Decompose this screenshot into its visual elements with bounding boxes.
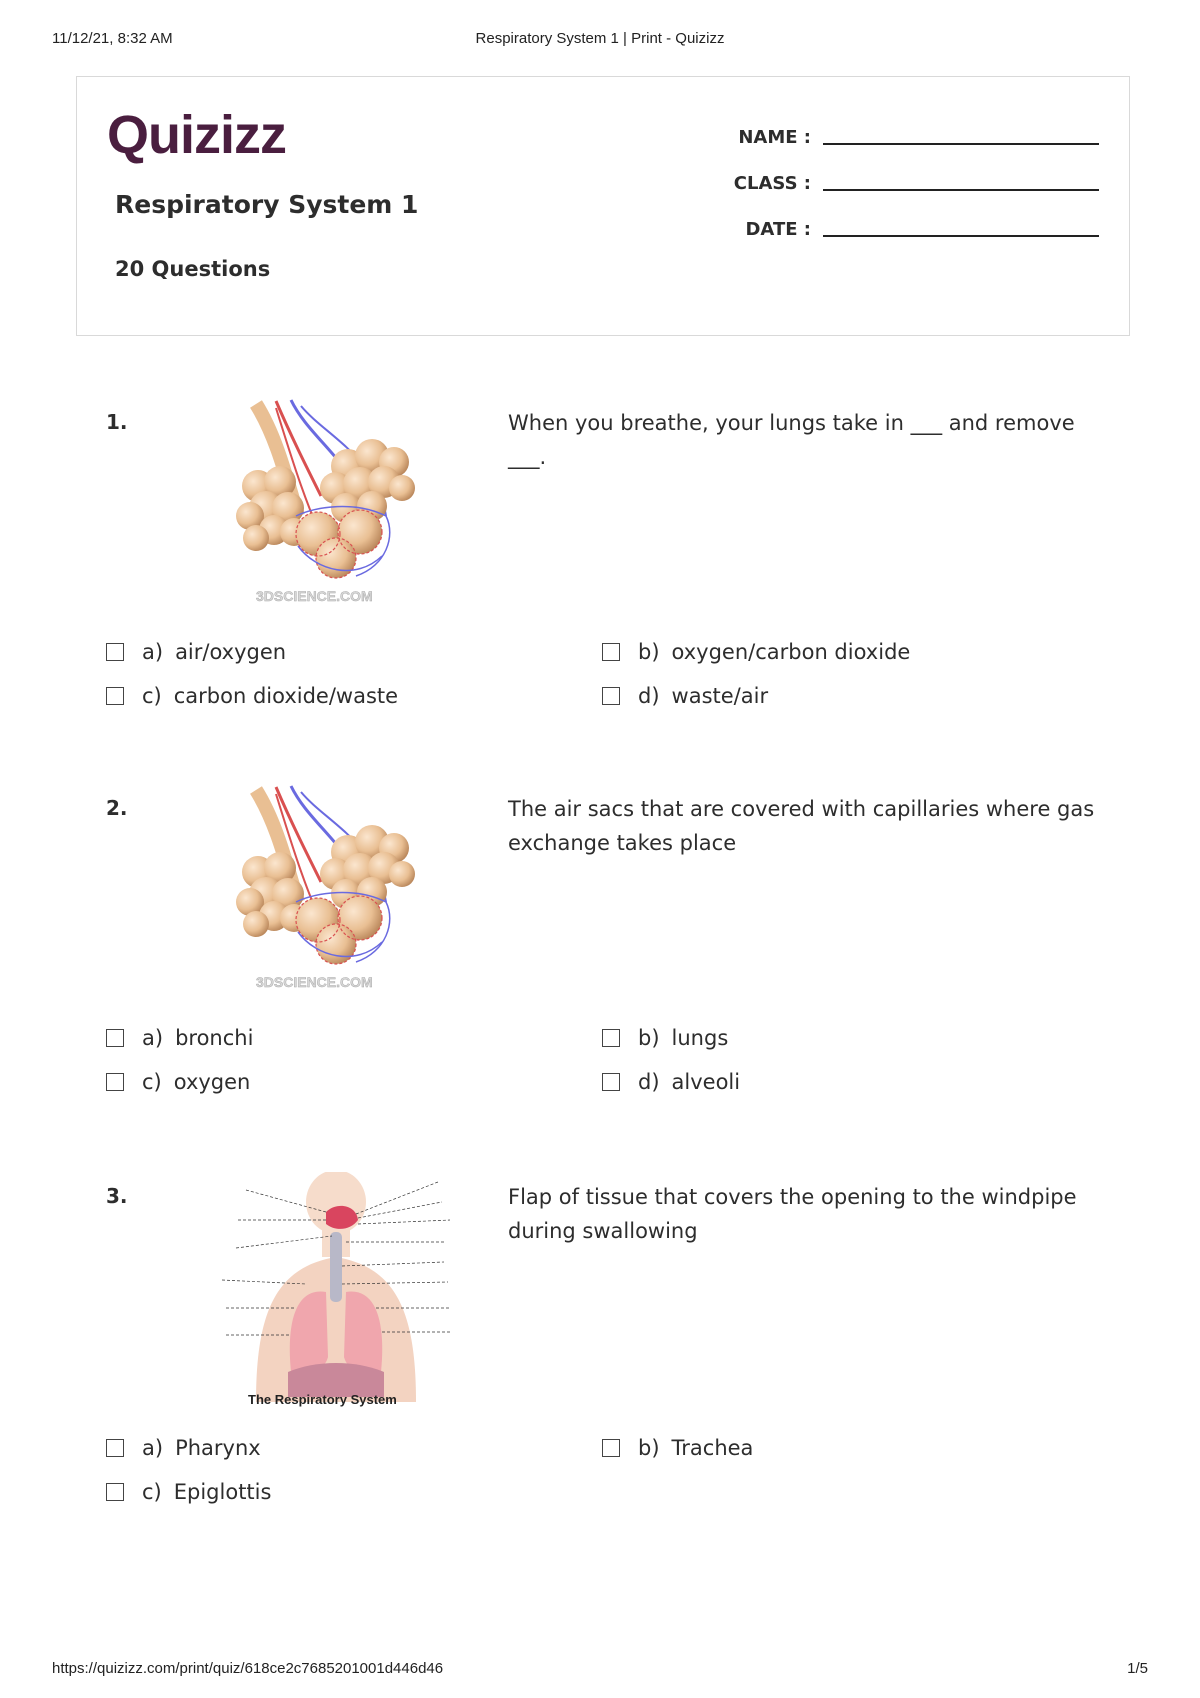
respiratory-system-diagram (186, 1172, 486, 1426)
svg-text:Quizizz: Quizizz (107, 105, 286, 165)
class-line[interactable] (823, 189, 1099, 191)
alveoli-image (236, 782, 416, 996)
option-text: lungs (671, 1026, 729, 1050)
option-a[interactable] (106, 1436, 261, 1460)
option-letter: a) (142, 1436, 164, 1460)
quiz-header-card (76, 76, 1130, 336)
option-c[interactable] (106, 1070, 250, 1094)
quizizz-logo (107, 105, 322, 169)
option-text: oxygen/carbon dioxide (671, 640, 911, 664)
date-line[interactable] (823, 235, 1099, 237)
class-label: CLASS : (733, 173, 811, 194)
option-text: Epiglottis (173, 1480, 272, 1504)
checkbox[interactable] (106, 1483, 124, 1501)
print-datetime: 11/12/21, 8:32 AM (52, 30, 173, 47)
question-number: 2. (106, 796, 128, 820)
option-text: alveoli (671, 1070, 741, 1094)
option-letter: d) (638, 684, 660, 708)
question-number: 3. (106, 1184, 128, 1208)
option-letter: b) (638, 640, 660, 664)
option-c[interactable] (106, 684, 398, 708)
class-field[interactable] (691, 173, 1099, 194)
question-1 (106, 410, 1106, 710)
option-letter: c) (142, 1070, 162, 1094)
checkbox[interactable] (602, 1439, 620, 1457)
option-b[interactable] (602, 1026, 728, 1050)
option-d[interactable] (602, 684, 768, 708)
question-text: Flap of tissue that covers the opening to the windpipe during swallowing (508, 1185, 1077, 1243)
option-d[interactable] (602, 1070, 740, 1094)
checkbox[interactable] (106, 1073, 124, 1091)
question-number: 1. (106, 410, 128, 434)
quiz-title: Respiratory System 1 (115, 190, 419, 219)
question-text: When you breathe, your lungs take in ___ and remove ___. (508, 411, 1075, 469)
option-text: Trachea (671, 1436, 754, 1460)
question-count: 20 Questions (115, 257, 271, 281)
name-label: NAME : (738, 127, 811, 148)
checkbox[interactable] (106, 1439, 124, 1457)
option-letter: b) (638, 1436, 660, 1460)
date-label: DATE : (745, 219, 811, 240)
checkbox[interactable] (106, 687, 124, 705)
checkbox[interactable] (602, 1029, 620, 1047)
print-page-indicator: 1/5 (1127, 1660, 1148, 1677)
option-text: air/oxygen (175, 640, 287, 664)
name-field[interactable] (691, 127, 1099, 148)
option-text: bronchi (175, 1026, 254, 1050)
name-line[interactable] (823, 143, 1099, 145)
question-text: The air sacs that are covered with capillaries where gas exchange takes place (508, 797, 1095, 855)
option-a[interactable] (106, 640, 286, 664)
checkbox[interactable] (106, 643, 124, 661)
checkbox[interactable] (106, 1029, 124, 1047)
option-letter: c) (142, 684, 162, 708)
option-letter: a) (142, 640, 164, 664)
alveoli-image (236, 396, 416, 610)
svg-text:The Respiratory System: The Respiratory System (248, 1392, 397, 1407)
option-b[interactable] (602, 1436, 753, 1460)
svg-text:3DSCIENCE.COM: 3DSCIENCE.COM (256, 588, 373, 604)
option-b[interactable] (602, 640, 910, 664)
option-letter: b) (638, 1026, 660, 1050)
checkbox[interactable] (602, 687, 620, 705)
svg-text:3DSCIENCE.COM: 3DSCIENCE.COM (256, 974, 373, 990)
date-field[interactable] (691, 219, 1099, 240)
option-text: carbon dioxide/waste (173, 684, 399, 708)
option-a[interactable] (106, 1026, 253, 1050)
checkbox[interactable] (602, 1073, 620, 1091)
checkbox[interactable] (602, 643, 620, 661)
option-text: waste/air (671, 684, 769, 708)
question-2 (106, 796, 1106, 1096)
option-text: Pharynx (175, 1436, 261, 1460)
question-3 (106, 1184, 1106, 1524)
option-letter: d) (638, 1070, 660, 1094)
print-page-title: Respiratory System 1 | Print - Quizizz (475, 30, 725, 47)
option-c[interactable] (106, 1480, 271, 1504)
option-text: oxygen (173, 1070, 251, 1094)
option-letter: a) (142, 1026, 164, 1050)
option-letter: c) (142, 1480, 162, 1504)
print-url: https://quizizz.com/print/quiz/618ce2c7685201001d446d46 (52, 1660, 444, 1677)
